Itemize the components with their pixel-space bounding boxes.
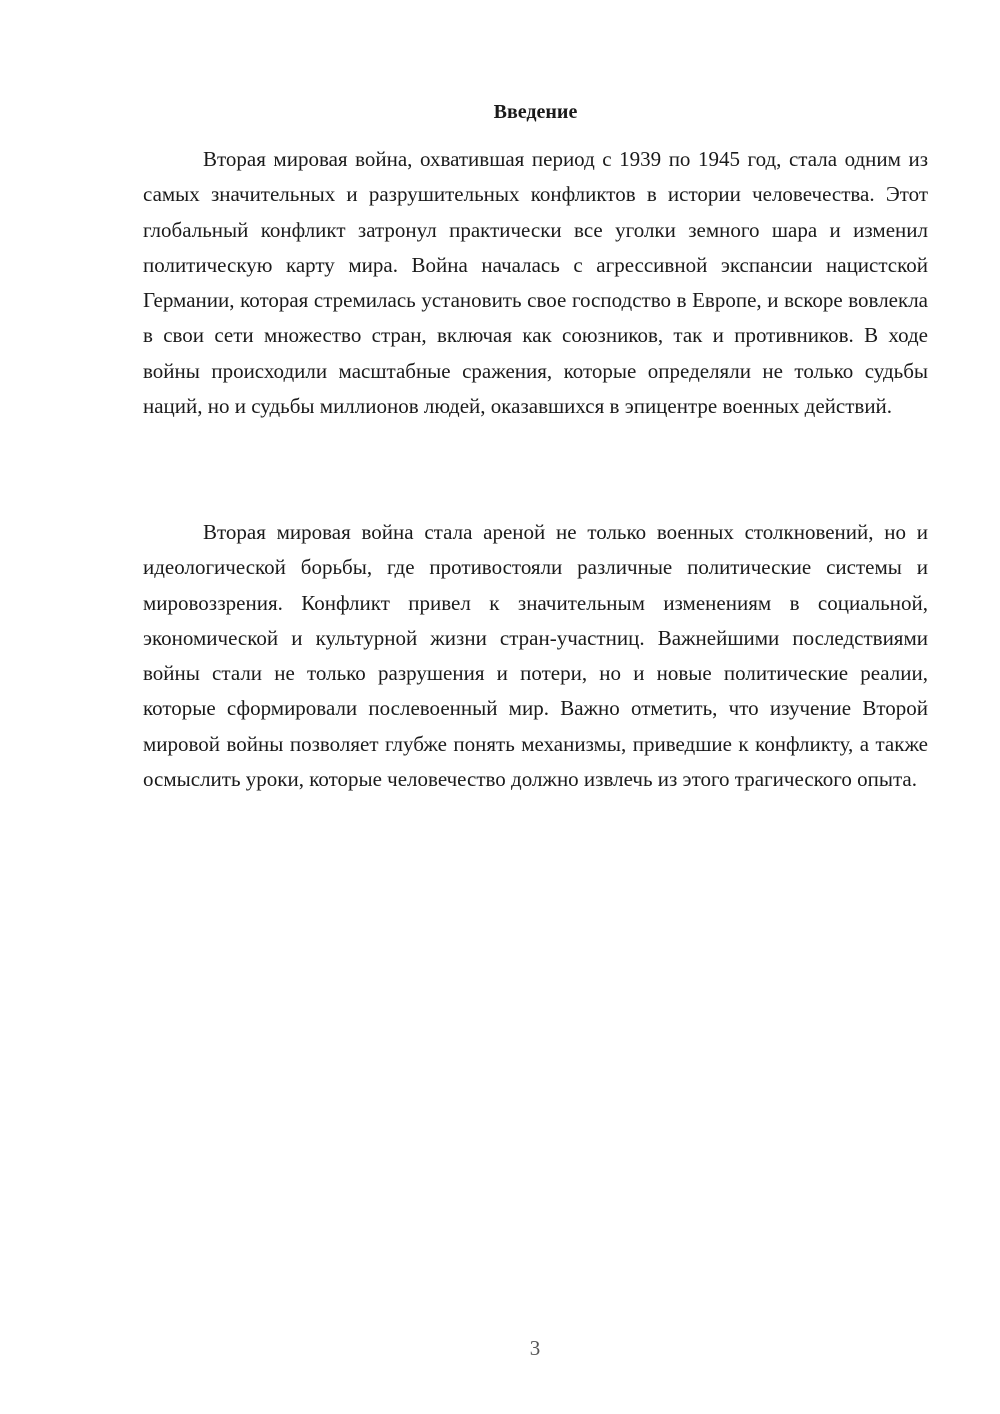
paragraph-intro-1: Вторая мировая война, охватившая период с 1939 по 1945 год, стала одним из самых значительных и разрушительных конфликтов в истории человечества. Этот глобальный конфликт затронул практически все уголки земного шара и изменил политическую карту мира. Война началась с агрессивной экспансии нацистской Германии, которая стремилась установить свое господство в Европе, и вскоре вовлекла в свои сети множество стран, включая как союзников, так и противников. В ходе войны происходили масштабные сражения, которые определяли не только судьбы наций, но и судьбы миллионов людей, оказавшихся в эпицентре военных действий. xyxy=(143,147,928,419)
section-title: Введение xyxy=(493,101,578,123)
page-number: 3 xyxy=(529,1336,541,1360)
paragraph-intro-2: Вторая мировая война стала ареной не только военных столкновений, но и идеологической борьбы, где противостояли различные политические системы и мировоззрения. Конфликт привел к значительным изменениям в социальной, экономической и культурной жизни стран-участниц. Важнейшими последствиями войны стали не только разрушения и потери, но и новые политические реалии, которые сформировали послевоенный мир. Важно отметить, что изучение Второй мировой войны позволяет глубже понять механизмы, приведшие к конфликту, а также осмыслить уроки, которые человечество должно извлечь из этого трагического опыта. xyxy=(143,520,928,792)
